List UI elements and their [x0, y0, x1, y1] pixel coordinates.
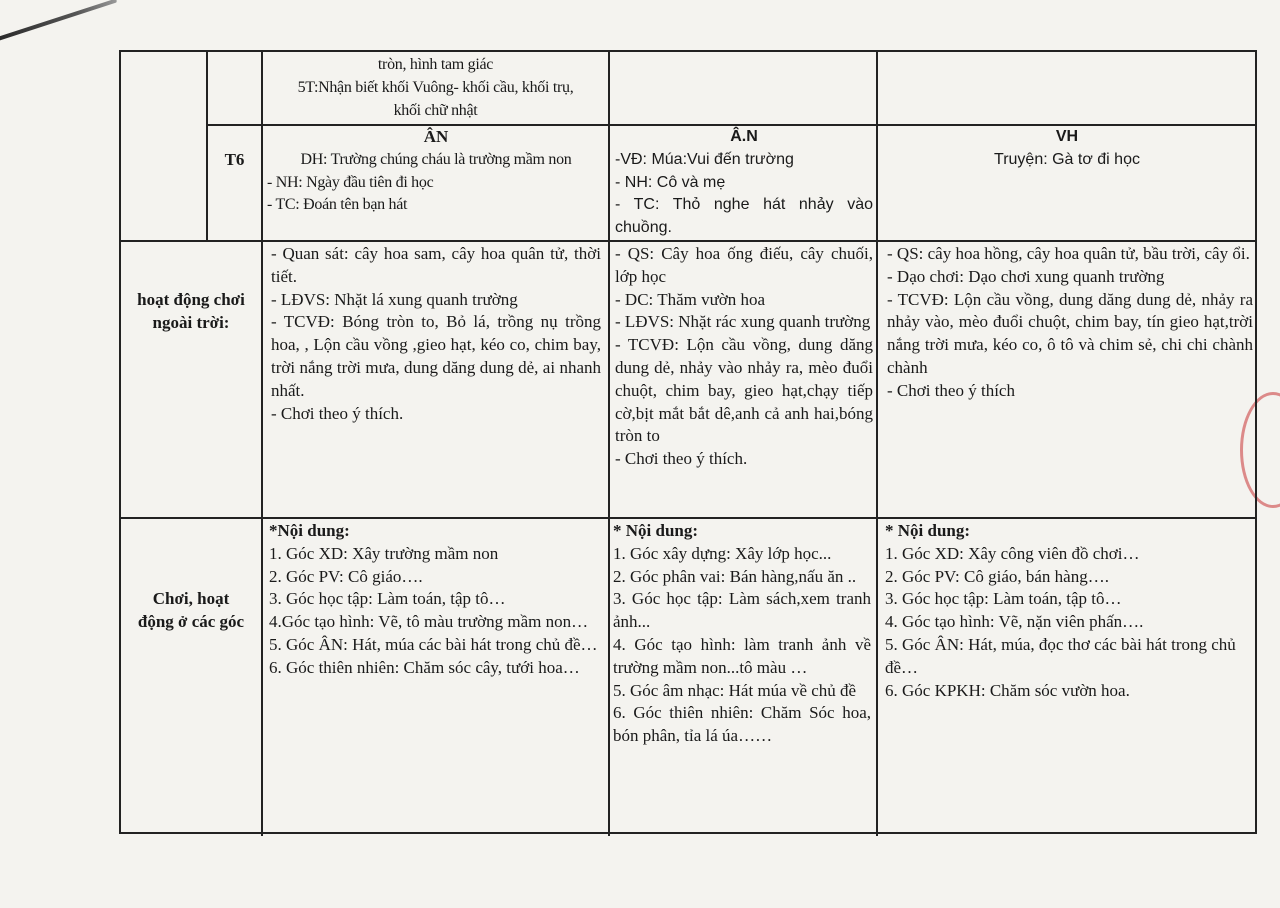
text-line: - NH: Ngày đầu tiên đi học [267, 173, 434, 191]
col1-header: ÂN [423, 127, 449, 146]
text-line: -VĐ: Múa:Vui đến trường [615, 150, 794, 168]
corners-col2 [613, 520, 871, 748]
text-line: - LĐVS: Nhặt rác xung quanh trường [615, 312, 871, 332]
outdoor-col2 [615, 243, 873, 471]
col2-header: Â.N [730, 128, 758, 145]
text-line: 1. Góc XD: Xây công viên đồ chơi… [885, 543, 1140, 563]
corners-col1 [269, 520, 602, 680]
text-line: 6. Góc thiên nhiên: Chăm Sóc hoa, bón phân, tỉa lá úa…… [613, 703, 871, 746]
cont-line: 5T:Nhận biết khối Vuông- khối cầu, khối trụ, [297, 78, 574, 96]
content-heading: *Nội dung: [269, 521, 350, 540]
outdoor-col3 [887, 243, 1253, 403]
outdoor-label: hoạt động chơi ngoài trời: [137, 290, 245, 332]
text-line: - Quan sát: cây hoa sam, cây hoa quân tử, thời tiết. [271, 244, 601, 286]
text-line: 4.Góc tạo hình: Vẽ, tô màu trường mầm non… [269, 612, 589, 632]
text-line: 1. Góc XD: Xây trường mầm non [269, 543, 499, 563]
text-line: 3. Góc học tập: Làm toán, tập tô… [269, 589, 506, 609]
text-line: - LĐVS: Nhặt lá xung quanh trường [271, 289, 518, 309]
text-line: - TCVĐ: Lộn cầu vồng, dung dăng dung dẻ, nhảy ra nhảy vào, mèo đuổi chuột, chim bay, tín gieo hạt,trời nắng trời mưa, kéo co, ô tô và chim sẻ, chi chi chành chành [887, 289, 1253, 377]
content-heading: * Nội dung: [613, 521, 699, 540]
cont-line: khối chữ nhật [393, 101, 478, 119]
text-line: - Chơi theo ý thích. [615, 449, 748, 469]
text-line: - Chơi theo ý thích. [271, 403, 404, 423]
text-line: DH: Trường chúng cháu là trường mầm non [300, 150, 572, 168]
cont-row-col1 [263, 54, 608, 122]
text-line: - NH: Cô và mẹ [615, 173, 726, 191]
text-line: - Chơi theo ý thích [887, 380, 1015, 400]
text-line: - TC: Đoán tên bạn hát [267, 196, 408, 214]
text-line: 2. Góc PV: Cô giáo…. [269, 566, 423, 586]
text-line: 4. Góc tạo hình: làm tranh ảnh về trường mầm non...tô màu … [613, 634, 871, 677]
text-line: - QS: cây hoa hồng, cây hoa quân tử, bầu trời, cây ổi. [887, 244, 1250, 263]
col-line-2 [261, 52, 263, 836]
text-line: 6. Góc KPKH: Chăm sóc vườn hoa. [885, 680, 1130, 700]
text-line: - TCVĐ: Bóng tròn to, Bỏ lá, trồng nụ trồng hoa, , Lộn cầu vồng ,gieo hạt, kéo co, chim bay, trời nắng trời mưa, dung dăng dung dẻ, ai nhanh nhất. [271, 312, 601, 400]
corners-col3 [885, 520, 1253, 702]
text-line: - Dạo chơi: Dạo chơi xung quanh trường [887, 266, 1165, 286]
col-line-1 [206, 52, 208, 240]
text-line: - TCVĐ: Lộn cầu vồng, dung dăng dung dẻ, nhảy vào nhảy ra, mèo đuổi chuột, chim bay, gieo hạt,chạy tiếp cờ,bịt mắt bắt dê,anh cả anh hai,bóng tròn to [615, 335, 873, 446]
text-line: 1. Góc xây dựng: Xây lớp học... [613, 543, 832, 563]
text-line: 5. Góc ÂN: Hát, múa, đọc thơ các bài hát trong chủ đề… [885, 634, 1236, 677]
text-line: - DC: Thăm vườn hoa [615, 289, 766, 309]
t6-col3 [881, 126, 1253, 172]
text-line: Truyện: Gà tơ đi học [994, 150, 1140, 168]
text-line: 5. Góc âm nhạc: Hát múa về chủ đề [613, 680, 857, 700]
pen-shadow [0, 0, 117, 46]
t6-col2 [615, 126, 873, 240]
t6-col1 [267, 126, 605, 217]
col-line-3 [608, 52, 610, 836]
row-line-3 [121, 517, 1257, 519]
corners-label: Chơi, hoạt động ở các góc [137, 589, 245, 631]
text-line: 3. Góc học tập: Làm sách,xem tranh ảnh... [613, 589, 871, 632]
row-line-2 [121, 240, 1257, 242]
cont-line: tròn, hình tam giác [377, 56, 494, 73]
outdoor-col1 [271, 243, 601, 425]
text-line: 6. Góc thiên nhiên: Chăm sóc cây, tưới hoa… [269, 657, 580, 677]
text-line: - QS: Cây hoa ống điếu, cây chuối, lớp học [615, 244, 873, 286]
schedule-table [119, 50, 1257, 834]
day-label: T6 [224, 150, 245, 169]
text-line: 2. Góc phân vai: Bán hàng,nấu ăn .. [613, 566, 857, 586]
text-line: - TC: Thỏ nghe hát nhảy vào chuồng. [615, 196, 873, 237]
col3-header: VH [1055, 128, 1079, 145]
text-line: 3. Góc học tập: Làm toán, tập tô… [885, 589, 1122, 609]
col-line-4 [876, 52, 878, 836]
text-line: 5. Góc ÂN: Hát, múa các bài hát trong chủ đề… [269, 634, 598, 654]
text-line: 2. Góc PV: Cô giáo, bán hàng…. [885, 566, 1109, 586]
text-line: 4. Góc tạo hình: Vẽ, nặn viên phấn…. [885, 612, 1144, 632]
content-heading: * Nội dung: [885, 521, 971, 540]
